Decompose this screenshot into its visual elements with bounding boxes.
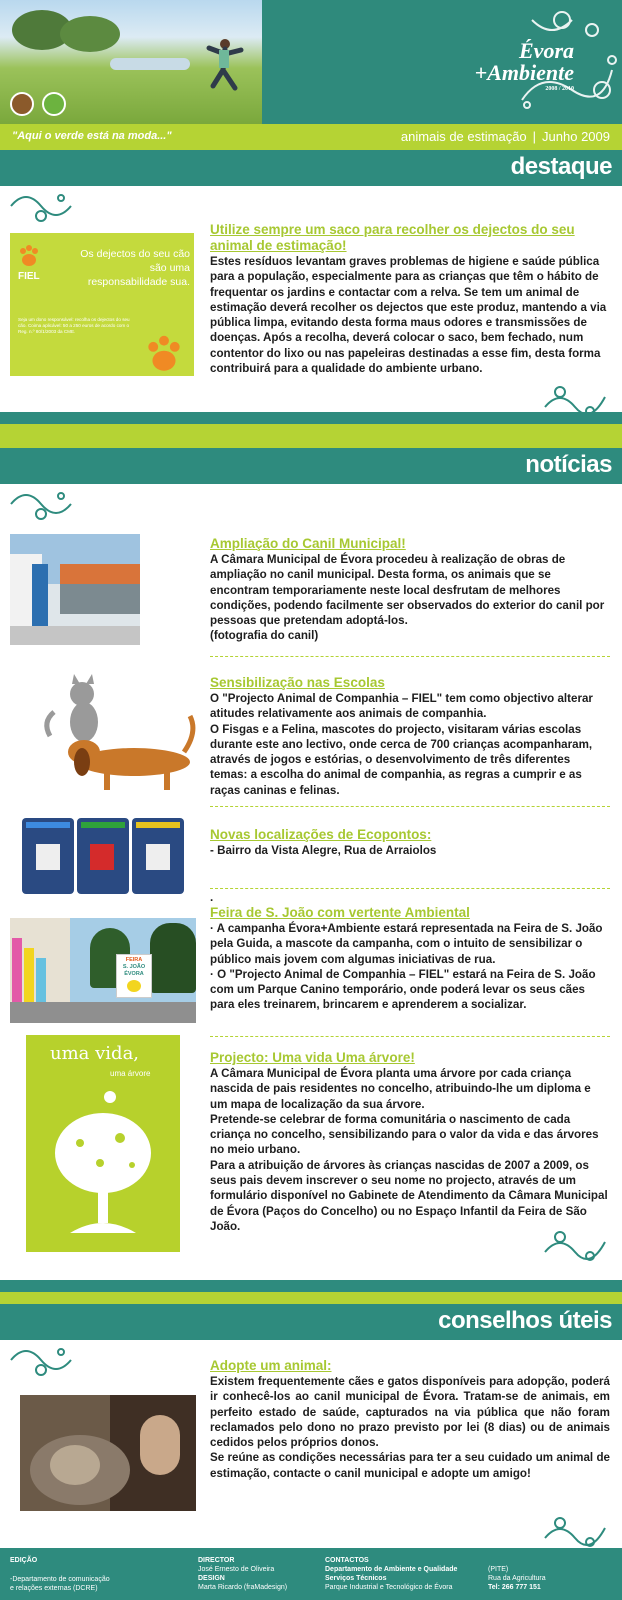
- dashed-divider: [210, 888, 610, 889]
- issue-date: Junho 2009: [542, 129, 610, 144]
- fiel-poster: [10, 233, 194, 376]
- article-title: Projecto: Uma vida Uma árvore!: [210, 1050, 415, 1065]
- canil-photo: [10, 534, 140, 645]
- footer: [0, 1548, 622, 1600]
- article-ecopontos: [210, 827, 610, 858]
- jumping-woman-figure: [205, 38, 245, 98]
- municipality-crest-icon: [10, 92, 34, 116]
- feira-photo: [10, 918, 196, 1023]
- brand-logo: Évora +Ambiente 2008 / 2010: [474, 38, 574, 92]
- dashed-divider: [210, 656, 610, 657]
- divider-band: [0, 1292, 622, 1304]
- article-destaque: [210, 222, 610, 376]
- poster-small-print: Seja um dono responsável: recolha os dejectos do seu cão. Coima aplicável: 50 a 250 euros de acordo com o Reg. n.º 80/1/2003 da CME.: [18, 317, 130, 334]
- poster-headline: Os dejectos do seu cão são uma responsabilidade sua.: [80, 248, 190, 288]
- article-arvore: [210, 1050, 610, 1234]
- article-body: Existem frequentemente cães e gatos disponíveis para adopção, poderá ir conhecê-los ao canil municipal de Évora. Tratam-se de animais, em perfeito estado de saúde, capturados na via pública que não foram reclamados pelo dono no prazo previsto por lei (8 dias) ou de animais cedidos pelos próprios donos.: [210, 1375, 610, 1450]
- article-escolas: [210, 675, 610, 798]
- article-title: Sensibilização nas Escolas: [210, 675, 385, 690]
- issue-info: animais de estimação | Junho 2009: [400, 129, 610, 144]
- article-body: O Fisgas e a Felina, mascotes do projecto, visitaram várias escolas durante este ano lectivo, onde cerca de 700 crianças acompanharam, através de jogos e estórias, o desenvolvimento de três diferentes temas: a escolha do animal de companhia, as regras a cumprir e as raças caninas e felinas.: [210, 722, 593, 797]
- poster-title: uma vida,: [50, 1043, 140, 1064]
- article-body: Para a atribuição de árvores às crianças nascidas de 2007 a 2009, os seus pais devem inscrever o seu nome no projecto, através de um formulário disponível no Gabinete de Atendimento da Câmara Municipal de Évora (Paços do Concelho) ou no Espaço Infantil da Feira de São João.: [210, 1158, 608, 1233]
- article-title: Feira de S. João com vertente Ambiental: [210, 905, 470, 920]
- eco-logo-icon: [42, 92, 66, 116]
- article-canil: [210, 536, 610, 644]
- footer-phone: Tel: 266 777 151: [488, 1584, 541, 1591]
- article-caption: (fotografia do canil): [210, 629, 319, 643]
- dashed-divider: [210, 1036, 610, 1037]
- decorative-swirl-icon: [540, 1508, 610, 1552]
- footer-contactos: CONTACTOS Departamento de Ambiente e Qualidade Serviços Técnicos Parque Industrial e Tecnológico de Évora: [325, 1557, 458, 1591]
- article-body: - Bairro da Vista Alegre, Rua de Arraiolos: [210, 844, 437, 857]
- article-title: Adopte um animal:: [210, 1358, 332, 1373]
- paw-icon: [142, 333, 186, 373]
- footer-edicao: EDIÇÃO -Departamento de comunicação e relações externas (DCRE): [10, 1557, 110, 1592]
- article-title: Novas localizações de Ecopontos:: [210, 827, 432, 842]
- fiel-brand: FIEL: [18, 271, 40, 282]
- article-title: Utilize sempre um saco para recolher os dejectos do seu animal de estimação!: [210, 222, 575, 253]
- dot-marker: .: [210, 891, 214, 904]
- divider-band: [0, 424, 622, 448]
- adoption-photo: [20, 1395, 196, 1511]
- article-adopte: [210, 1358, 610, 1481]
- divider-band: [0, 1280, 622, 1292]
- article-body: Estes resíduos levantam graves problemas de higiene e saúde pública para a população, especialmente para as crianças que têm o hábito de frequentar os jardins e contactar com a relva. Se tem um animal de estimação deverá recolher os dejectos que este produz, mantendo a via pública limpa, evitando desta forma maus odores e transmissões de doenças. Após a recolha, deverá colocar o saco, bem fechado, num contentor do lixo ou nas papeleiras destinadas a esse fim, desta forma contribuirá para a qualidade do ambiente urbano.: [210, 255, 607, 376]
- slogan-bar: [0, 124, 622, 150]
- mascots-illustration: [24, 672, 200, 794]
- issue-topic: animais de estimação: [400, 129, 527, 144]
- article-bullet: · A campanha Évora+Ambiente estará representada na Feira de S. João pela Guida, a mascote da campanha, com o intuito de sensibilizar o público mais jovem com algumas iniciativas de rua.: [210, 922, 603, 966]
- article-bullet: · O "Projecto Animal de Companhia – FIEL" estará na Feira de S. João com um Parque Canino temporário, onde poderá levar os seus cães para eles treinarem, brincarem e aprenderem a socializar.: [210, 967, 596, 1012]
- dashed-divider: [210, 806, 610, 807]
- decorative-swirl-icon: [540, 1222, 610, 1266]
- article-body: A Câmara Municipal de Évora procedeu à realização de obras de ampliação no canil municipal. Desta forma, os animais que se encontram temporariamente neste local desfrutam de melhores condições, podendo facilmente ser observados do exterior do canil por pessoas que pretendam adoptá-los.: [210, 553, 605, 628]
- article-body: O "Projecto Animal de Companhia – FIEL" tem como objectivo alterar atitudes relativamente aos animais de companhia.: [210, 692, 593, 721]
- decorative-swirl-icon: [6, 484, 76, 528]
- paw-icon: [16, 243, 42, 269]
- divider-band: [0, 412, 622, 424]
- section-header-destaque: destaque: [0, 150, 622, 186]
- child-tree-illustration: [40, 1083, 166, 1243]
- feira-sign: FEIRA S. JOÃO ÉVORA: [116, 954, 152, 998]
- article-feira: [210, 891, 610, 1013]
- article-body: Pretende-se celebrar de forma comunitária o nascimento de cada criança no concelho, sensibilizando para o valor da vida e das árvores no meio urbano.: [210, 1112, 599, 1157]
- ecopontos-photo: [20, 812, 186, 902]
- footer-credits: DIRECTOR José Ernesto de Oliveira DESIGN Marta Ricardo (fraMadesign): [198, 1557, 288, 1591]
- masthead: [0, 0, 622, 124]
- article-title: Ampliação do Canil Municipal!: [210, 536, 406, 551]
- decorative-swirl-icon: [6, 186, 76, 230]
- decorative-swirl-icon: [6, 1340, 76, 1384]
- poster-subtitle: uma árvore: [110, 1069, 151, 1078]
- article-body: A Câmara Municipal de Évora planta uma árvore por cada criança nascida de pais residentes no concelho, atribuindo-lhe um diploma e um mapa de localização da sua árvore.: [210, 1067, 591, 1111]
- section-header-conselhos: conselhos úteis: [0, 1304, 622, 1340]
- footer-address: (PITE) Rua da Agricultura Tel: 266 777 151: [488, 1566, 546, 1591]
- slogan: "Aqui o verde está na moda...": [12, 130, 172, 142]
- article-body: Se reúne as condições necessárias para ter a seu cuidado um animal de estimação, contacte o canil municipal e adopte um amigo!: [210, 1451, 610, 1480]
- section-header-noticias: notícias: [0, 448, 622, 484]
- arvore-poster: [26, 1035, 180, 1252]
